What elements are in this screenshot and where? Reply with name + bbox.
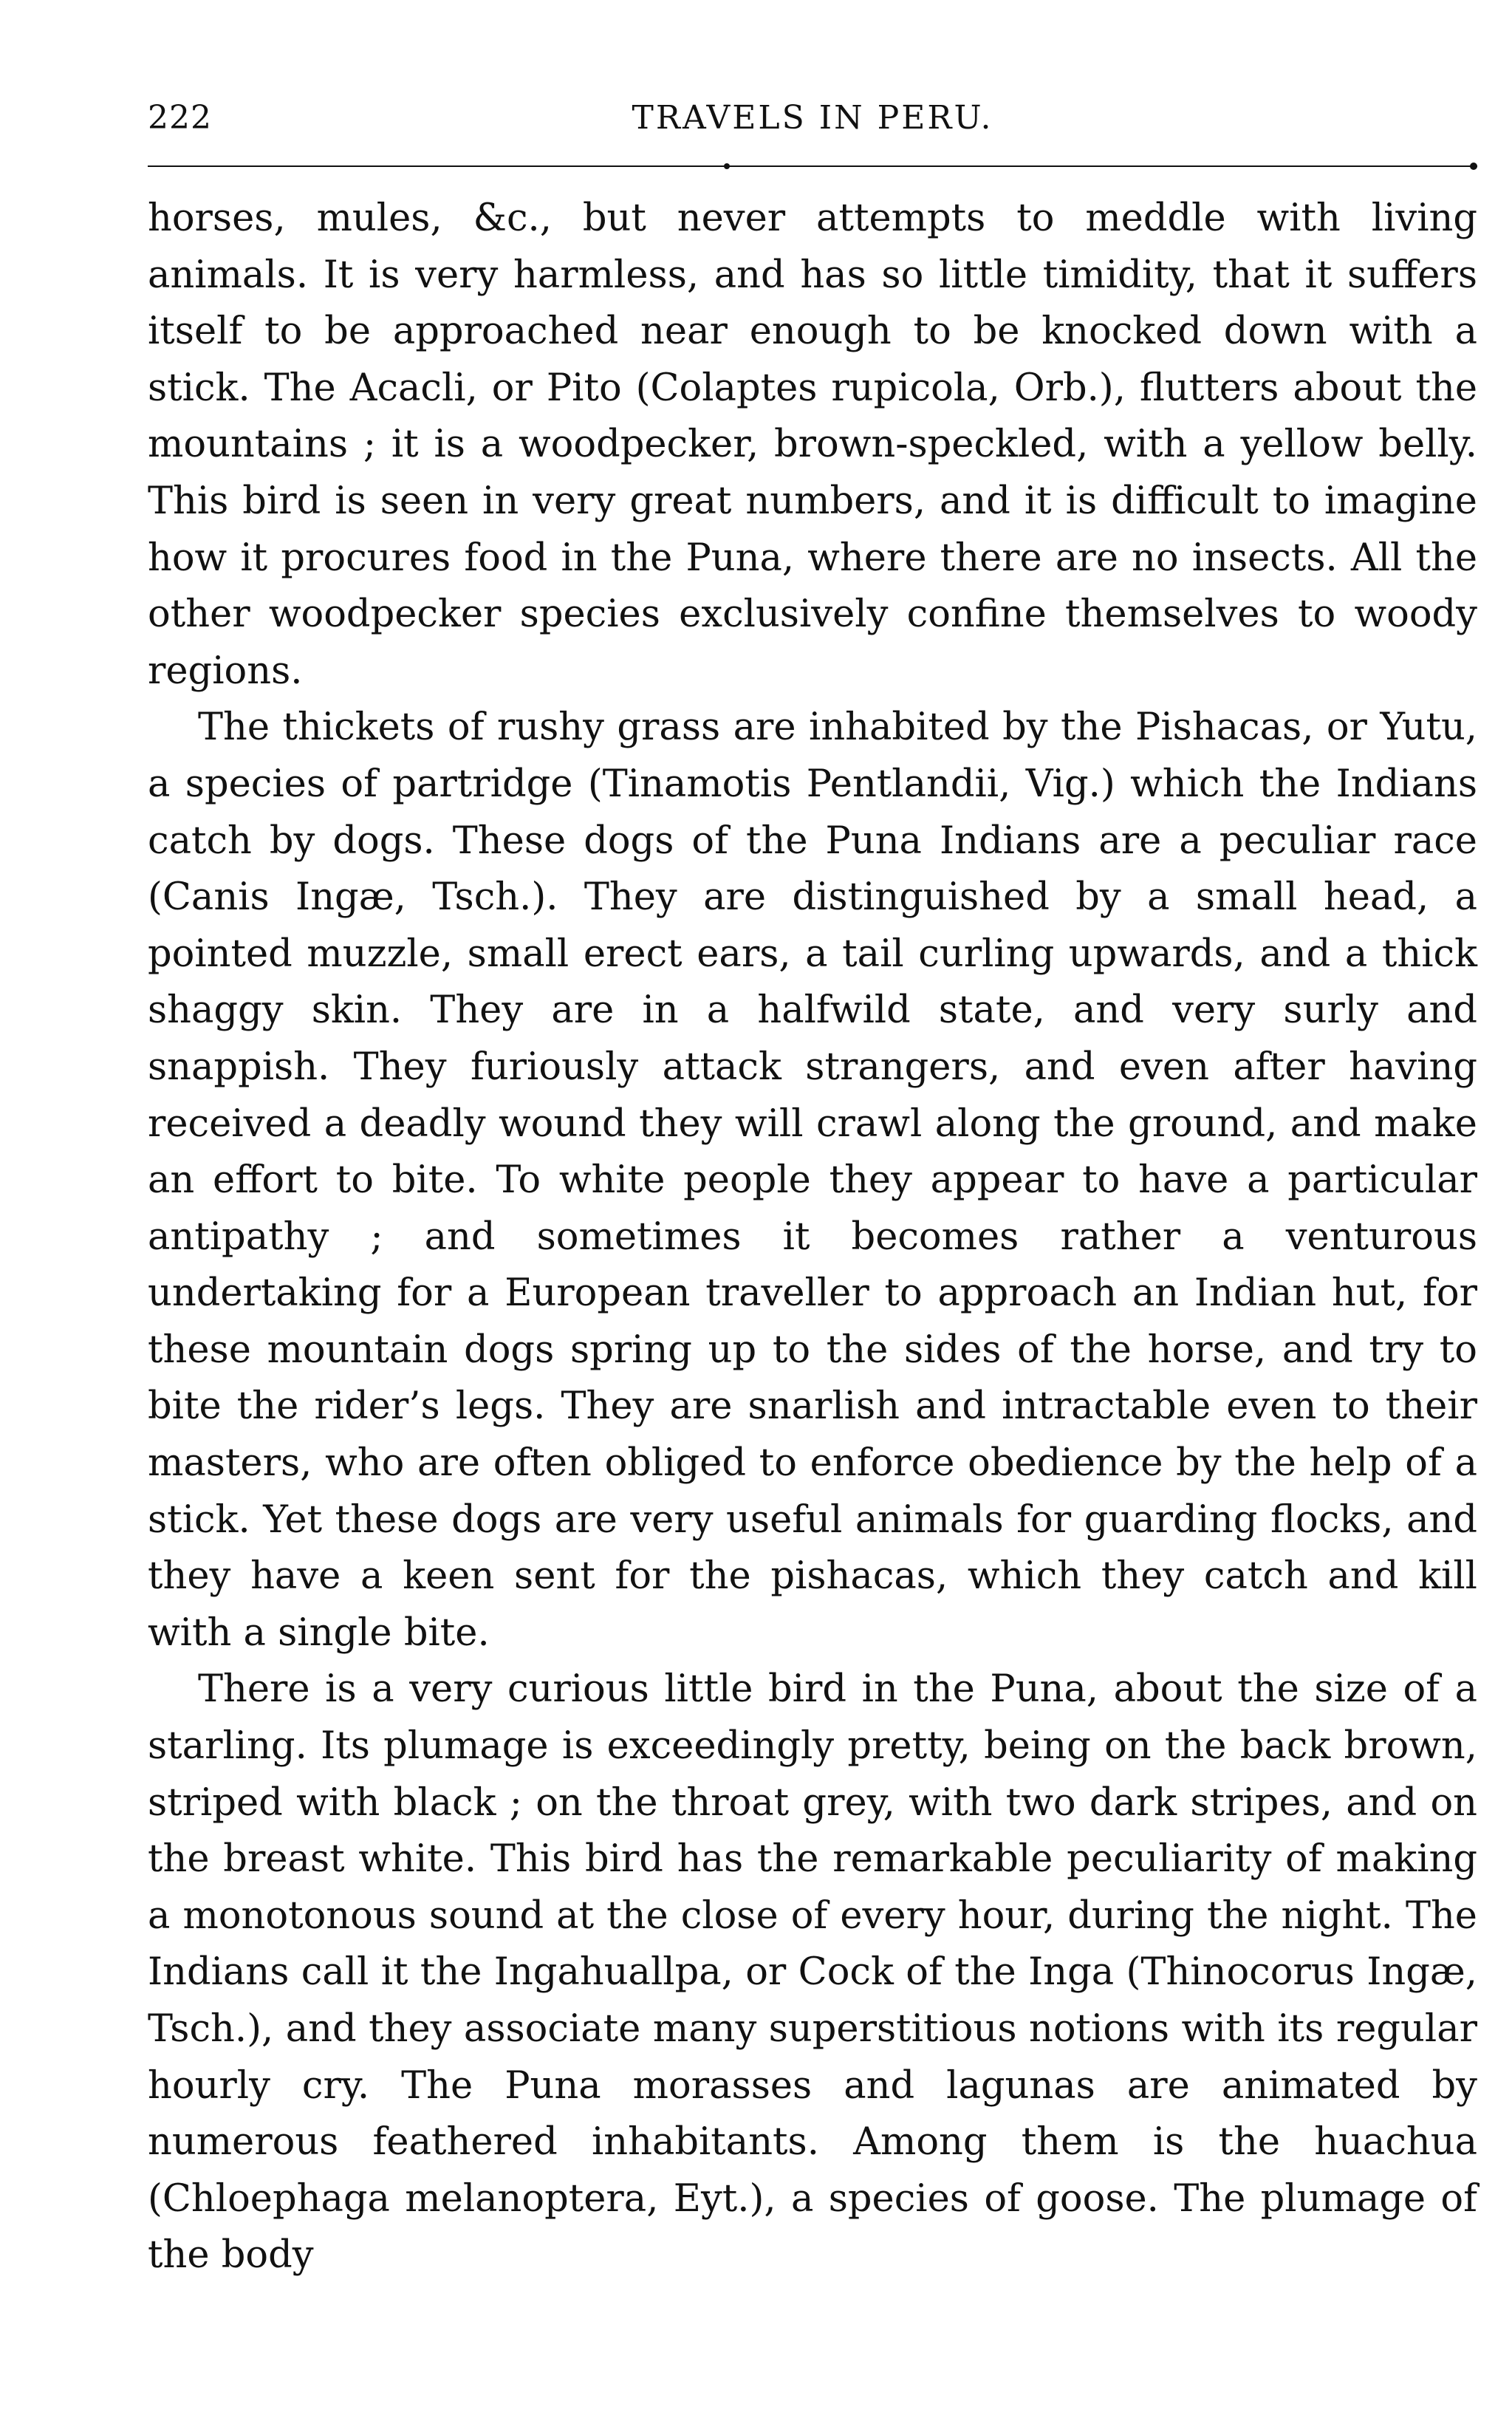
page-header: [148, 96, 1477, 140]
header-rule-line: [148, 165, 1477, 167]
header-rule: [148, 163, 1477, 170]
running-title: TRAVELS IN PERU.: [632, 99, 993, 137]
paragraph-3: There is a very curious little bird in the Puna, about the size of a starling. Its plumage is exceedingly pretty, being on the back brown, striped with black ; on the throat grey, with two dark stripes, and on the breast white. This bird has the remarkable peculiarity of making a monotonous sound at the close of every hour, during the night. The Indians call it the Ingahuallpa, or Cock of the Inga (Thinocorus Ingæ, Tsch.), and they associate many superstitious notions with its regular hourly cry. The Puna morasses and lagunas are animated by numerous feathered inhabitants. Among them is the huachua (Chloephaga melanoptera, Eyt.), a species of goose. The plumage of the body: [148, 1667, 1477, 2278]
paragraph-2: The thickets of rushy grass are inhabited by the Pishacas, or Yutu, a species of partridge (Tinamotis Pentlandii, Vig.) which the Indians catch by dogs. These dogs of the Puna Indians are a peculiar race (Canis Ingæ, Tsch.). They are distinguished by a small head, a pointed muzzle, small erect ears, a tail curling upwards, and a thick shaggy skin. They are in a halfwild state, and very surly and snappish. They furiously attack strangers, and even after having received a deadly wound they will crawl along the ground, and make an effort to bite. To white people they appear to have a particular antipathy ; and sometimes it becomes rather a venturous undertaking for a European traveller to approach an Indian hut, for these mountain dogs spring up to the sides of the horse, and try to bite the rider’s legs. They are snarlish and intractable even to their masters, who are often obliged to enforce obedience by the help of a stick. Yet these dogs are very useful animals for guarding flocks, and they have a keen sent for the pishacas, which they catch and kill with a single bite.: [148, 706, 1477, 1655]
body-text: [148, 191, 1477, 2284]
paragraph-1: horses, mules, &c., but never attempts to meddle with living animals. It is very harmless, and has so little timidity, that it suffers itself to be approached near enough to be knocked down with a stick. The Acacli, or Pito (Colaptes rupicola, Orb.), flutters about the mountains ; it is a woodpecker, brown-speckled, with a yellow belly. This bird is seen in very great numbers, and it is difficult to imagine how it procures food in the Puna, where there are no insects. All the other woodpecker species exclusively confine themselves to woody regions.: [148, 197, 1477, 693]
header-rule-end-ornament: [1470, 163, 1477, 170]
header-rule-ornament: [724, 163, 730, 169]
page-number: 222: [148, 99, 212, 137]
